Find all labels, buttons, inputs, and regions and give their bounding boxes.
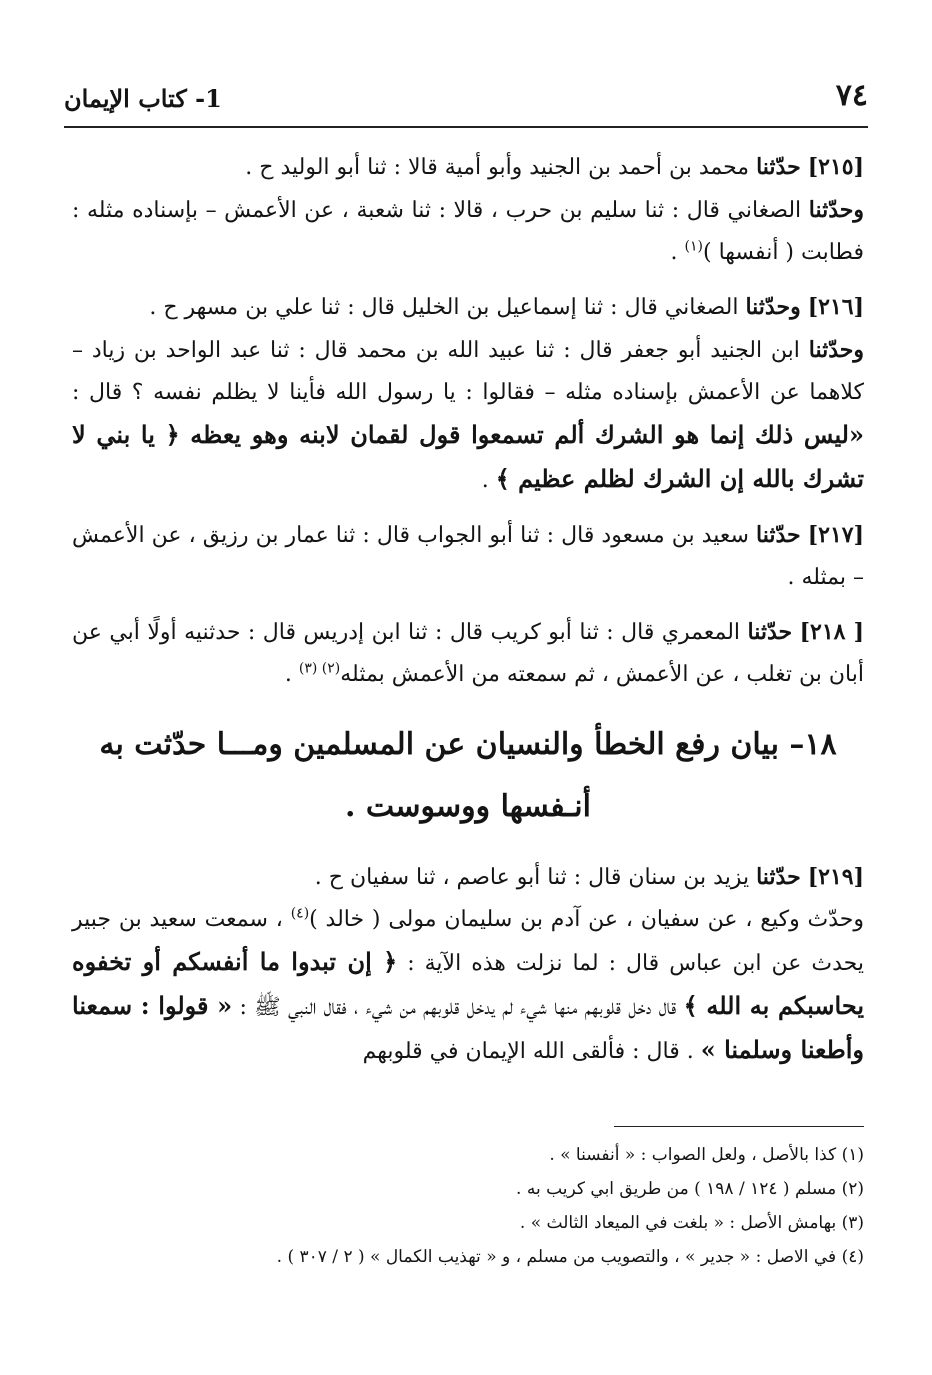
hadith-text: محمد بن أحمد بن الجنيد وأبو أمية قالا : ثنا أبو الوليد ح . — [245, 155, 757, 180]
footnote-ref: (٢) (٣) — [298, 660, 341, 677]
hadith-number: [٢١٦] — [807, 294, 864, 320]
narration-lead: حدّثنا — [755, 522, 801, 548]
prophetic-quote: « قولوا : سمعنا وأطعنا وسلمنا » — [72, 991, 864, 1064]
footnote-ref: (٤) — [290, 905, 310, 922]
page-header — [64, 78, 868, 124]
prophetic-quote: «ليس ذلك إنما هو الشرك ألم تسمعوا قول لقمان لابنه وهو يعظه ﴿ يا بني لا تشرك بالله إن الشرك لظلم عظيم ﴾ — [72, 420, 864, 493]
hadith-text: الصغاني قال : ثنا إسماعيل بن الخليل قال : ثنا علي بن مسهر ح . — [149, 295, 746, 320]
hadith-number: [٢١٩] — [807, 864, 864, 890]
hadith-number: [٢١٧] — [807, 522, 864, 548]
footnotes — [72, 1138, 864, 1274]
footnote-rule — [614, 1126, 864, 1127]
footnote-1: (١) كذا بالأصل ، ولعل الصواب : « أنفسنا » . — [549, 1145, 864, 1165]
hadith-219 — [72, 856, 864, 1073]
narration-lead: وحدّثنا — [808, 197, 864, 223]
hadith-text: سعيد بن مسعود قال : ثنا أبو الجواب قال : ثنا عمار بن رزيق ، عن الأعمش – بمثله . — [72, 523, 864, 590]
hadith-text: قال دخل قلوبهم منها شيء لم يدخل قلوبهم من شيء ، فقال النبي ﷺ : — [232, 995, 684, 1020]
quran-quote: ﴿ إن تبدوا ما أنفسكم أو تخفوه يحاسبكم به الله ﴾ — [72, 947, 865, 1020]
hadith-text: . — [481, 468, 496, 493]
narration-lead: حدّثنا — [756, 154, 801, 180]
hadith-218 — [72, 611, 864, 696]
hadith-text: يزيد بن سنان قال : ثنا أبو عاصم ، ثنا سفيان ح . — [314, 865, 757, 890]
hadith-text: . — [670, 240, 685, 265]
hadith-text: وحدّث وكيع ، عن سفيان ، عن آدم بن سليمان مولى ( خالد ) — [309, 907, 864, 932]
narration-lead: وحدّثنا — [745, 294, 801, 320]
hadith-216 — [72, 286, 864, 502]
hadith-number: [ ٢١٨] — [799, 619, 864, 645]
main-text — [72, 146, 864, 1085]
footnote-2: (٢) مسلم ( ١٢٤ / ١٩٨ ) من طريق ابي كريب به . — [516, 1179, 864, 1199]
footnote-ref: (١) — [684, 238, 704, 255]
hadith-text: ، سمعت سعيد بن جبير يحدث عن ابن عباس قال : لما نزلت هذه الآية : — [72, 907, 864, 976]
hadith-217 — [72, 514, 864, 599]
footnote-4: (٤) في الاصل : « جدير » ، والتصويب من مسلم ، و « تهذيب الكمال » ( ٢ / ٣٠٧ ) . — [276, 1247, 864, 1267]
narration-lead: حدّثنا — [747, 619, 793, 645]
hadith-text: . قال : فألقى الله الإيمان في قلوبهم — [362, 1039, 701, 1064]
hadith-text: الصغاني قال : ثنا سليم بن حرب ، قالا : ثنا شعبة ، عن الأعمش – بإسناده مثله : فطابت ( أنفسها ) — [72, 198, 864, 265]
running-title: 1- كتاب الإيمان — [64, 84, 222, 113]
hadith-text: . — [284, 662, 299, 687]
narration-lead: حدّثنا — [756, 864, 801, 890]
hadith-text: المعمري قال : ثنا أبو كريب قال : ثنا ابن إدريس قال : حدثنيه أولًا أبي عن أبان بن تغلب ، عن الأعمش ، ثم سمعته من الأعمش بمثله — [72, 620, 864, 687]
hadith-number: [٢١٥] — [807, 154, 864, 180]
chapter-title: ١٨– بيان رفع الخطأ والنسيان عن المسلمين ومـــا حدّثت به أنـفسها ووسوست . — [99, 727, 837, 824]
footnote-3: (٣) بهامش الأصل : « بلغت في الميعاد الثالث » . — [519, 1213, 864, 1233]
page-number: ٧٤ — [835, 78, 868, 113]
hadith-215 — [72, 146, 864, 274]
header-rule — [64, 126, 868, 128]
narration-lead: وحدّثنا — [808, 337, 864, 363]
hadith-text: ابن الجنيد أبو جعفر قال : ثنا عبيد الله بن محمد قال : ثنا عبد الواحد بن زياد – كلاهما عن الأعمش بإسناده مثله – فقالوا : يا رسول الله فأينا لا يظلم نفسه ؟ قال : — [72, 338, 864, 405]
